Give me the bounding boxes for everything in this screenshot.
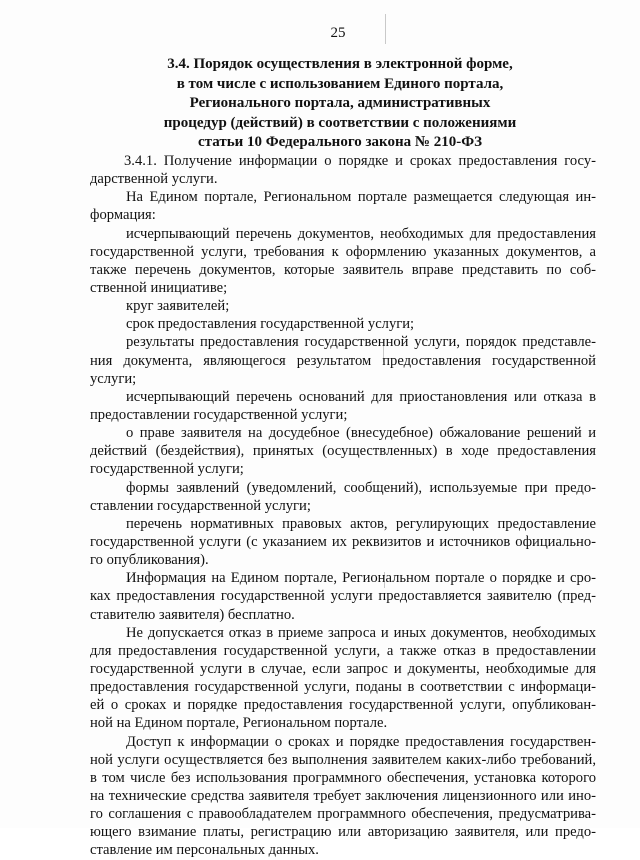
paragraph [90,188,596,224]
paragraph [90,297,596,315]
document-body [90,152,596,859]
text-line: исчерпывающий перечень документов, необходимых для предоставления [126,225,596,242]
text-line: для предоставления государственной услуги, а также отказ в предоставлении [90,642,596,659]
text-line: ставлении государственной услуги; [90,497,311,514]
paragraph [90,515,596,569]
text-line: государственной услуги, требования к оформлению указанных документов, а [90,243,596,260]
heading-line: 3.4. Порядок осуществления в электронной форме, [167,56,513,72]
text-line: услуги; [90,370,137,387]
text-line: на технические средства заявителя требует заключения лицензионного или ино- [90,787,596,804]
heading-line: в том числе с использованием Единого портала, [176,75,504,92]
text-line: формы заявлений (уведомлений, сообщений), используемые при предо- [126,479,596,496]
text-line: ставителю заявителя) бесплатно. [90,606,295,623]
text-line: действий (бездействия), принятых (осуществленных) в ходе предоставления [90,443,596,460]
text-line: предоставлении государственной услуги; [90,406,348,423]
paragraph [90,315,596,333]
text-line: в том числе без использования программного обеспечения, установка которого [90,769,596,786]
paragraph [90,479,596,515]
text-line: На Едином портале, Региональном портале размещается следующая ин- [126,189,596,206]
text-line: Доступ к информации о сроках и порядке предоставления государствен- [126,733,596,750]
text-line: ках предоставления государственной услуги предоставляется заявителю (пред- [90,588,596,605]
paragraph [90,733,596,860]
paragraph [90,225,596,298]
paragraph [90,624,596,733]
section-heading [120,55,560,153]
text-line: ной услуги осуществляется без выполнения заявителем каких-либо требований, [90,751,596,768]
text-line: го соглашения с правообладателем программного обеспечения, предусматрива- [90,806,596,823]
text-line: Информация на Едином портале, Региональном портале о порядке и сро- [126,570,596,587]
text-line: ей о сроках и порядке предоставления государственной услуги, опубликован- [90,697,596,714]
text-line: формация: [90,207,156,224]
text-line: дарственной услуги. [90,171,218,188]
text-line: государственной услуги (с указанием их реквизитов и источников официально- [90,533,596,550]
text-line: также перечень документов, которые заявитель вправе представить по соб- [90,261,596,278]
paragraph [90,569,596,623]
text-line: государственной услуги; [90,461,244,478]
text-line: ственной инициативе; [90,279,228,296]
page-number: 25 [330,25,346,41]
text-line: ной на Едином портале, Региональном портале. [90,715,388,732]
paragraph [90,424,596,478]
heading-line: процедур (действий) в соответствии с положениями [163,114,517,131]
text-line: предоставления государственной услуги, поданы в соответствии с информаци- [90,679,596,696]
text-line: результаты предоставления государственной услуги, порядок представле- [126,334,596,351]
heading-line: статьи 10 Федерального закона № 210-ФЗ [198,134,482,151]
text-line: перечень нормативных правовых актов, регулирующих предоставление [126,515,596,532]
text-line: государственной услуги в случае, если запрос и документы, необходимые для [90,660,596,677]
text-line: о праве заявителя на досудебное (внесудебное) обжалование решений и [126,425,596,442]
text-line: го опубликования). [90,552,209,569]
paragraph [90,388,596,424]
text-line: ния документа, являющегося результатом предоставления государственной [90,352,596,369]
paragraph [90,152,596,188]
paragraph [90,333,596,387]
text-line: Не допускается отказ в приеме запроса и иных документов, необходимых [126,624,596,641]
text-line: 3.4.1. Получение информации о порядке и сроках предоставления госу- [124,153,596,169]
text-line: круг заявителей; [126,298,230,315]
text-line: исчерпывающий перечень оснований для приостановления или отказа в [126,388,596,405]
heading-line: Регионального портала, административных [189,95,491,112]
text-line: ющего взимание платы, регистрацию или авторизацию заявителя, или предо- [90,824,596,841]
text-line: ставление им персональных данных. [90,842,319,859]
text-line: срок предоставления государственной услуги; [126,316,415,333]
